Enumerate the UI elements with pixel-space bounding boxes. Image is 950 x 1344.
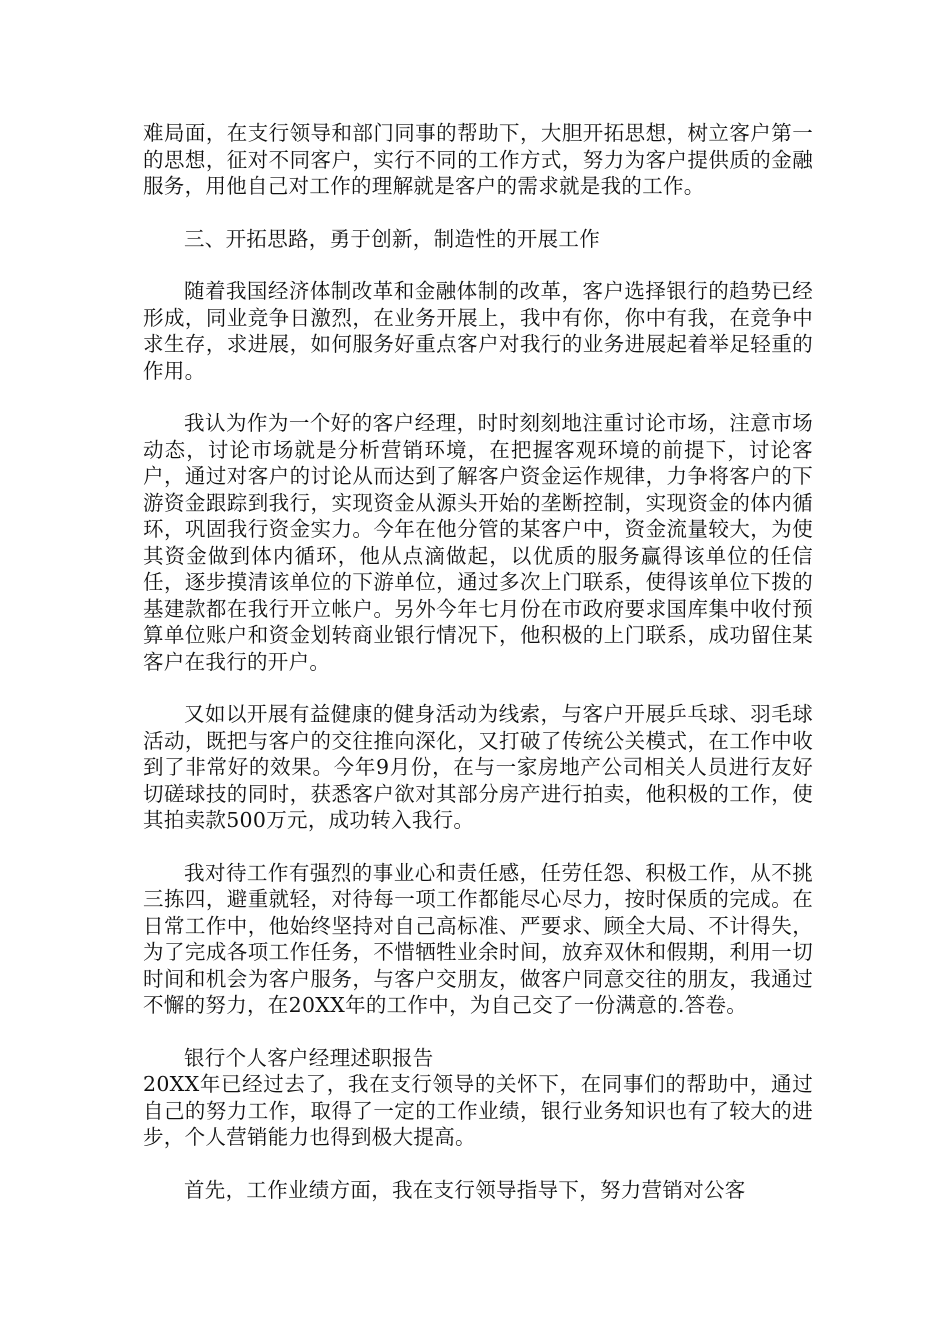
report-title: 银行个人客户经理述职报告 [184, 1045, 434, 1070]
document-body [143, 120, 813, 1229]
paragraph-report-intro: 20XX年已经过去了，我在支行领导的关怀下，在同事们的帮助中，通过自己的努力工作，取得了一定的工作业绩，银行业务知识也有了较大的进步，个人营销能力也得到极大提高。 [143, 1072, 813, 1149]
paragraph-fitness-activities: 又如以开展有益健康的健身活动为线索，与客户开展乒乓球、羽毛球活动，既把与客户的交往推向深化，又打破了传统公关模式，在工作中收到了非常好的效果。今年9月份，在与一家房地产公司相关人员进行友好切磋球技的同时，获悉客户欲对其部分房产进行拍卖，他积极的工作，使其拍卖款500万元，成功转入我行。 [143, 702, 813, 832]
paragraph-continuation: 难局面，在支行领导和部门同事的帮助下，大胆开拓思想，树立客户第一的思想，征对不同客户，实行不同的工作方式，努力为客户提供质的金融服务，用他自己对工作的理解就是客户的需求就是我的工作。 [143, 121, 813, 198]
paragraph-work-performance: 首先，工作业绩方面，我在支行领导指导下，努力营销对公客 [184, 1177, 746, 1202]
paragraph-market-research: 我认为作为一个好的客户经理，时时刻刻地注重讨论市场，注意市场动态，讨论市场就是分析营销环境，在把握客观环境的前提下，讨论客户，通过对客户的讨论从而达到了解客户资金运作规律，力争将客户的下游资金跟踪到我行，实现资金从源头开始的垄断控制，实现资金的体内循环，巩固我行资金实力。今年在他分管的某客户中，资金流量较大，为使其资金做到体内循环，他从点滴做起，以优质的服务赢得该单位的任信任，逐步摸清该单位的下游单位，通过多次上门联系，使得该单位下拨的基建款都在我行开立帐户。另外今年七月份在市政府要求国库集中收付预算单位账户和资金划转商业银行情况下，他积极的上门联系，成功留住某客户在我行的开户。 [143, 411, 813, 674]
paragraph-competition: 随着我国经济体制改革和金融体制的改革，客户选择银行的趋势已经形成，同业竞争日激烈，在业务开展上，我中有你，你中有我，在竞争中求生存，求进展，如何服务好重点客户对我行的业务进展起着举足轻重的作用。 [143, 279, 813, 383]
paragraph-work-attitude: 我对待工作有强烈的事业心和责任感，任劳任怨、积极工作，从不挑三拣四，避重就轻，对待每一项工作都能尽心尽力，按时保质的完成。在日常工作中，他始终坚持对自己高标准、严要求、顾全大局、不计得失，为了完成各项工作任务，不惜牺牲业余时间，放弃双休和假期，利用一切时间和机会为客户服务，与客户交朋友，做客户同意交往的朋友，我通过不懈的努力，在20XX年的工作中，为自己交了一份满意的.答卷。 [143, 860, 813, 1017]
section-heading-three: 三、开拓思路，勇于创新，制造性的开展工作 [184, 226, 600, 251]
